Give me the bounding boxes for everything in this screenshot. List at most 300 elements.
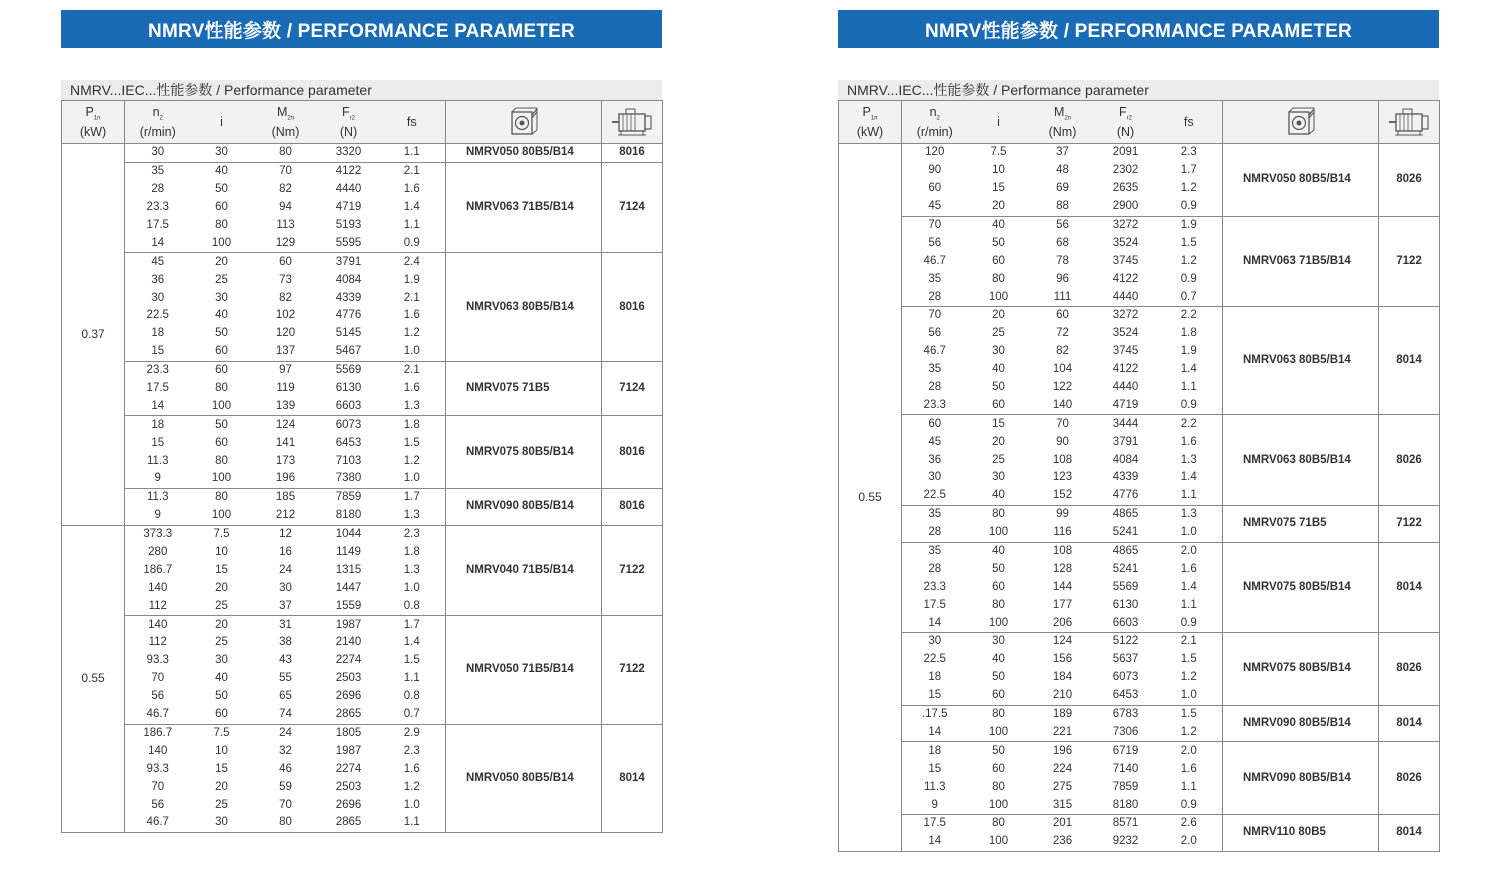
service-factor-cell: 1.1 [1156,379,1223,397]
service-factor-cell: 0.9 [1156,614,1223,632]
torque-cell: 173 [275,454,296,467]
ratio-cell: 100 [968,524,1030,542]
power-cell: 0.55 [839,144,902,852]
speed-cell: 56 [151,798,165,811]
speed-cell: 18 [151,327,165,340]
model-cell: NMRV075 71B5 [446,361,602,416]
ratio-cell: 60 [215,436,228,449]
ratio-cell: 20 [992,435,1005,448]
torque-cell: 31 [279,618,292,631]
service-factor-cell: 1.6 [379,760,446,778]
model-cell: NMRV063 80B5/B14 [1223,307,1379,415]
radial-load-cell: 4440 [335,183,362,196]
service-factor-cell: 1.0 [379,579,446,597]
speed-cell: 28 [902,288,968,306]
service-factor-cell: 1.2 [1156,669,1223,687]
torque-cell: 80 [253,144,319,163]
radial-load-cell: 6073 [1112,671,1139,684]
torque-cell: 206 [1030,614,1096,632]
speed-cell: 14 [902,833,968,851]
motor-cell: 7122 [1379,216,1440,306]
radial-load-cell: 9232 [1096,833,1156,851]
torque-cell: 82 [279,291,292,304]
torque-cell: 113 [276,219,295,231]
radial-load-cell: 2274 [335,654,362,667]
torque-cell: 275 [1052,780,1073,793]
torque-cell: 80 [253,814,319,832]
table-row [62,616,663,634]
service-factor-cell: 1.6 [1156,433,1223,451]
service-factor-cell: 0.7 [1156,288,1223,306]
radial-load-cell: 3444 [1112,417,1139,430]
model-cell: NMRV063 80B5/B14 [446,253,602,361]
ratio-cell: 40 [215,165,228,178]
model-cell: NMRV075 80B5/B14 [1223,633,1379,706]
motor-cell: 7122 [602,525,663,615]
ratio-cell: 15 [992,182,1005,195]
torque-cell: 16 [279,546,292,559]
torque-cell: 78 [1056,254,1069,267]
speed-cell: 30 [151,291,165,304]
service-factor-cell: 1.9 [1156,216,1223,234]
speed-cell: 18 [928,744,942,757]
speed-cell: 46.7 [125,814,191,832]
service-factor-cell: 1.8 [1156,325,1223,343]
speed-cell: 23.3 [923,580,946,593]
model-cell: NMRV090 80B5/B14 [1223,742,1379,815]
service-factor-cell: 1.9 [379,271,446,289]
speed-cell: 9 [125,470,191,488]
radial-load-cell: 5145 [335,327,362,340]
speed-cell: 60 [928,182,942,195]
speed-cell: 28 [902,524,968,542]
torque-cell: 212 [253,507,319,525]
service-factor-cell: 1.2 [379,778,446,796]
radial-load-cell: 6719 [1112,744,1139,757]
radial-load-cell: 3524 [1112,236,1139,249]
radial-load-cell: 2635 [1112,182,1139,195]
radial-load-cell: 7140 [1112,762,1139,775]
radial-load-cell: 5241 [1096,524,1156,542]
torque-cell: 59 [279,780,292,793]
radial-load-cell: 6783 [1112,708,1139,721]
header-power: $P_{1n}$ (kW) [62,101,125,144]
speed-cell: 11.3 [146,454,169,467]
table-row [839,144,1440,162]
gearbox-icon [1223,101,1379,144]
torque-cell: 72 [1056,327,1069,340]
service-factor-cell: 1.1 [379,217,446,235]
radial-load-cell: 1987 [335,618,362,631]
torque-cell: 124 [1052,635,1073,648]
service-factor-cell: 1.0 [379,343,446,361]
speed-cell: 15 [125,343,191,361]
speed-cell: 186.7 [143,563,173,576]
ratio-cell: 100 [968,796,1030,814]
radial-load-cell: 2302 [1112,164,1139,177]
torque-cell: 111 [1030,288,1096,306]
service-factor-cell: 1.0 [1156,687,1223,705]
service-factor-cell: 2.1 [379,361,446,379]
radial-load-cell: 4339 [335,291,362,304]
ratio-cell: 50 [992,744,1005,757]
speed-cell: 17.5 [923,598,946,611]
torque-cell: 152 [1030,487,1096,505]
ratio-cell: 25 [215,636,228,649]
radial-load-cell: 4084 [335,273,362,286]
service-factor-cell: 2.4 [379,253,446,271]
service-factor-cell: 0.9 [1156,796,1223,814]
ratio-cell: 20 [215,618,228,631]
table-row [62,488,663,506]
service-factor-cell: 1.2 [1156,252,1223,270]
motor-cell: 8026 [1379,633,1440,706]
torque-cell: 90 [1056,435,1069,448]
torque-cell: 104 [1052,363,1073,376]
radial-load-cell: 3745 [1112,345,1139,358]
speed-cell: 112 [148,636,167,649]
model-cell: NMRV075 71B5 [1223,505,1379,542]
radial-load-cell: 5569 [335,364,362,377]
service-factor-cell: 1.8 [379,416,446,434]
radial-load-cell: 6130 [335,382,362,395]
torque-cell: 122 [1052,381,1073,394]
ratio-cell: 30 [992,635,1005,648]
speed-cell: 17.5 [146,382,169,395]
motor-cell: 7124 [602,361,663,416]
radial-load-cell: 5637 [1112,653,1139,666]
radial-load-cell: 8571 [1112,817,1139,830]
service-factor-cell: 1.4 [379,634,446,652]
motor-cell: 8014 [1379,307,1440,415]
torque-cell: 70 [279,798,292,811]
motor-cell: 8016 [602,253,663,361]
model-cell: NMRV063 80B5/B14 [1223,415,1379,505]
torque-cell: 73 [279,273,292,286]
gearbox-icon [446,101,602,144]
ratio-cell: 10 [992,164,1005,177]
motor-icon [1379,101,1440,144]
service-factor-cell: 2.0 [1156,542,1223,560]
service-factor-cell: 1.3 [379,397,446,415]
ratio-cell: 40 [992,363,1005,376]
ratio-cell: 80 [992,817,1005,830]
radial-load-cell: 4776 [335,309,362,322]
ratio-cell: 80 [992,508,1005,521]
torque-cell: 177 [1052,598,1073,611]
speed-cell: 45 [902,198,968,216]
speed-cell: 15 [902,687,968,705]
speed-cell: 28 [928,562,942,575]
radial-load-cell: 4440 [1112,381,1139,394]
radial-load-cell: 4084 [1112,453,1139,466]
model-cell: NMRV050 80B5/B14 [1223,144,1379,217]
ratio-cell: 40 [215,672,228,685]
torque-cell: 99 [1056,508,1069,521]
torque-cell: 32 [279,744,292,757]
service-factor-cell: 1.2 [379,452,446,470]
header-service-factor: fs [379,101,446,144]
speed-cell: 56 [928,327,942,340]
table-row [839,216,1440,234]
torque-cell: 37 [253,597,319,615]
service-factor-cell: 2.2 [1156,415,1223,433]
ratio-cell: 10 [215,546,228,559]
ratio-cell: 80 [992,780,1005,793]
service-factor-cell: 1.8 [379,544,446,562]
speed-cell: 15 [928,762,942,775]
table-body [839,144,1440,852]
torque-cell: 70 [1056,417,1069,430]
radial-load-cell: 5595 [319,234,379,252]
torque-cell: 69 [1056,182,1069,195]
service-factor-cell: 1.7 [379,488,446,506]
ratio-cell: 15 [992,417,1005,430]
speed-cell: 70 [928,219,942,231]
radial-load-cell: 4865 [1112,545,1139,558]
radial-load-cell: 7103 [335,454,362,467]
radial-load-cell: 3272 [1112,219,1139,231]
service-factor-cell: 1.6 [379,181,446,199]
ratio-cell: 60 [992,762,1005,775]
ratio-cell: 80 [215,454,228,467]
radial-load-cell: 6603 [319,397,379,415]
service-factor-cell: 1.2 [1156,180,1223,198]
torque-cell: 55 [279,672,292,685]
speed-cell: 11.3 [923,780,946,793]
torque-cell: 210 [1030,687,1096,705]
model-cell: NMRV050 80B5/B14 [446,144,602,163]
service-factor-cell: 1.1 [1156,596,1223,614]
service-factor-cell: 1.5 [1156,705,1223,723]
service-factor-cell: 1.9 [1156,343,1223,361]
torque-cell: 196 [253,470,319,488]
ratio-cell: 80 [215,219,228,231]
ratio-cell: 25 [992,453,1005,466]
ratio-cell: 100 [968,614,1030,632]
panel-right [838,10,1439,852]
speed-cell: 46.7 [923,345,946,358]
service-factor-cell: 1.6 [379,307,446,325]
table-subtitle: NMRV...IEC...性能参数 / Performance parameter [838,80,1439,100]
radial-load-cell: 3524 [1112,327,1139,340]
torque-cell: 139 [253,397,319,415]
radial-load-cell: 7380 [319,470,379,488]
speed-cell: 36 [928,453,942,466]
torque-cell: 37 [1056,146,1069,159]
ratio-cell: 60 [992,580,1005,593]
torque-cell: 140 [1030,396,1096,414]
speed-cell: 140 [148,581,168,594]
ratio-cell: 60 [968,687,1030,705]
ratio-cell: 50 [215,327,228,340]
radial-load-cell: 1044 [335,528,362,541]
motor-cell: 8016 [602,488,663,525]
ratio-cell: 60 [992,254,1005,267]
speed-cell: 9 [902,796,968,814]
table-row [839,633,1440,651]
table-row [62,144,663,163]
torque-cell: 315 [1030,796,1096,814]
radial-load-cell: 7859 [1112,780,1139,793]
ratio-cell: 7.5 [213,528,230,541]
table-row [839,742,1440,760]
radial-load-cell: 3791 [1112,435,1139,448]
service-factor-cell: 0.9 [1156,270,1223,288]
service-factor-cell: 1.1 [1156,778,1223,796]
torque-cell: 24 [279,563,292,576]
torque-cell: 43 [279,654,292,667]
speed-cell: 35 [928,363,942,376]
table-row [839,505,1440,523]
motor-cell: 8026 [1379,144,1440,217]
torque-cell: 119 [276,382,295,395]
torque-cell: 236 [1030,833,1096,851]
ratio-cell: 80 [215,491,228,504]
radial-load-cell: 4122 [1112,272,1139,285]
table-row [839,542,1440,560]
speed-cell: 22.5 [902,487,968,505]
ratio-cell: 7.5 [213,726,230,739]
service-factor-cell: 2.0 [1156,833,1223,851]
table-row [839,814,1440,832]
torque-cell: 108 [1052,453,1073,466]
header-radial-load: $F_{r2}$ (N) [1096,101,1156,144]
speed-cell: 28 [928,381,942,394]
speed-cell: 30 [928,635,942,648]
model-cell: NMRV063 71B5/B14 [446,162,602,252]
radial-load-cell: 4122 [335,165,362,178]
motor-cell: 7122 [1379,505,1440,542]
table-row [839,705,1440,723]
service-factor-cell: 2.2 [1156,307,1223,325]
torque-cell: 60 [1056,309,1069,322]
table-row [62,361,663,379]
radial-load-cell: 6073 [335,418,362,431]
radial-load-cell: 2091 [1112,146,1139,159]
table-row [839,307,1440,325]
motor-cell: 8016 [602,144,663,163]
ratio-cell: 10 [215,744,228,757]
speed-cell: 23.3 [146,201,169,214]
speed-cell: 28 [151,183,165,196]
speed-cell: 280 [148,546,168,559]
speed-cell: 56 [151,690,165,703]
ratio-cell: 40 [992,545,1005,558]
ratio-cell: 100 [191,397,253,415]
speed-cell: 70 [151,780,165,793]
ratio-cell: 25 [215,798,228,811]
header-torque: $M_{2n}$ (Nm) [1030,101,1096,144]
speed-cell: 23.3 [146,364,169,377]
table-header [839,101,1440,144]
table-header [62,101,663,144]
header-torque: $M_{2n}$ (Nm) [253,101,319,144]
speed-cell: 23.3 [902,396,968,414]
radial-load-cell: 1149 [336,546,361,559]
torque-cell: 12 [279,528,292,541]
radial-load-cell: 2865 [319,814,379,832]
radial-load-cell: 2900 [1096,198,1156,216]
service-factor-cell: 1.7 [1156,162,1223,180]
power-cell: 0.55 [62,525,125,832]
speed-cell: 373.3 [143,528,173,541]
ratio-cell: 30 [191,144,253,163]
motor-cell: 8026 [1379,415,1440,505]
service-factor-cell: 1.5 [379,652,446,670]
ratio-cell: 25 [992,327,1005,340]
speed-cell: 70 [151,672,165,685]
speed-cell: 90 [928,164,942,177]
header-speed: $n_2$ (r/min) [902,101,968,144]
radial-load-cell: 3791 [335,255,362,268]
torque-cell: 65 [279,690,292,703]
ratio-cell: 40 [992,219,1005,231]
service-factor-cell: 0.9 [1156,198,1223,216]
radial-load-cell: 2865 [319,706,379,724]
torque-cell: 97 [279,364,292,377]
torque-cell: 156 [1052,653,1073,666]
table-subtitle: NMRV...IEC...性能参数 / Performance parameter [61,80,662,100]
header-service-factor: fs [1156,101,1223,144]
torque-cell: 30 [279,581,292,594]
model-cell: NMRV090 80B5/B14 [446,488,602,525]
service-factor-cell: 2.3 [1156,144,1223,162]
ratio-cell: 60 [968,396,1030,414]
ratio-cell: 80 [215,382,228,395]
speed-cell: 18 [151,418,165,431]
service-factor-cell: 1.5 [1156,234,1223,252]
ratio-cell: 15 [215,563,228,576]
radial-load-cell: 4719 [335,201,362,214]
torque-cell: 123 [1052,471,1073,484]
speed-cell: 93.3 [146,762,169,775]
torque-cell: 38 [279,636,292,649]
ratio-cell: 20 [215,581,228,594]
torque-cell: 189 [1052,708,1073,721]
ratio-cell: 100 [968,724,1030,742]
service-factor-cell: 1.1 [379,144,446,163]
motor-icon [602,101,663,144]
radial-load-cell: 5193 [335,219,362,231]
speed-cell: 46.7 [125,706,191,724]
radial-load-cell: 4440 [1096,288,1156,306]
radial-load-cell: 4122 [1112,363,1139,376]
motor-cell: 8026 [1379,742,1440,815]
service-factor-cell: 1.6 [1156,560,1223,578]
speed-cell: 30 [125,144,191,163]
radial-load-cell: 6130 [1112,598,1139,611]
service-factor-cell: 1.1 [379,814,446,832]
service-factor-cell: 1.4 [1156,578,1223,596]
ratio-cell: 50 [215,183,228,196]
ratio-cell: 20 [992,309,1005,322]
model-cell: NMRV050 80B5/B14 [446,724,602,832]
speed-cell: 35 [928,545,942,558]
speed-cell: 93.3 [146,654,169,667]
ratio-cell: 100 [968,288,1030,306]
torque-cell: 196 [1052,744,1073,757]
speed-cell: 70 [928,309,942,322]
model-cell: NMRV110 80B5 [1223,814,1379,851]
torque-cell: 124 [275,418,296,431]
ratio-cell: 80 [992,598,1005,611]
torque-cell: 70 [279,165,292,178]
ratio-cell: 25 [215,273,228,286]
service-factor-cell: 1.4 [1156,469,1223,487]
torque-cell: 68 [1056,236,1069,249]
ratio-cell: 30 [215,291,228,304]
